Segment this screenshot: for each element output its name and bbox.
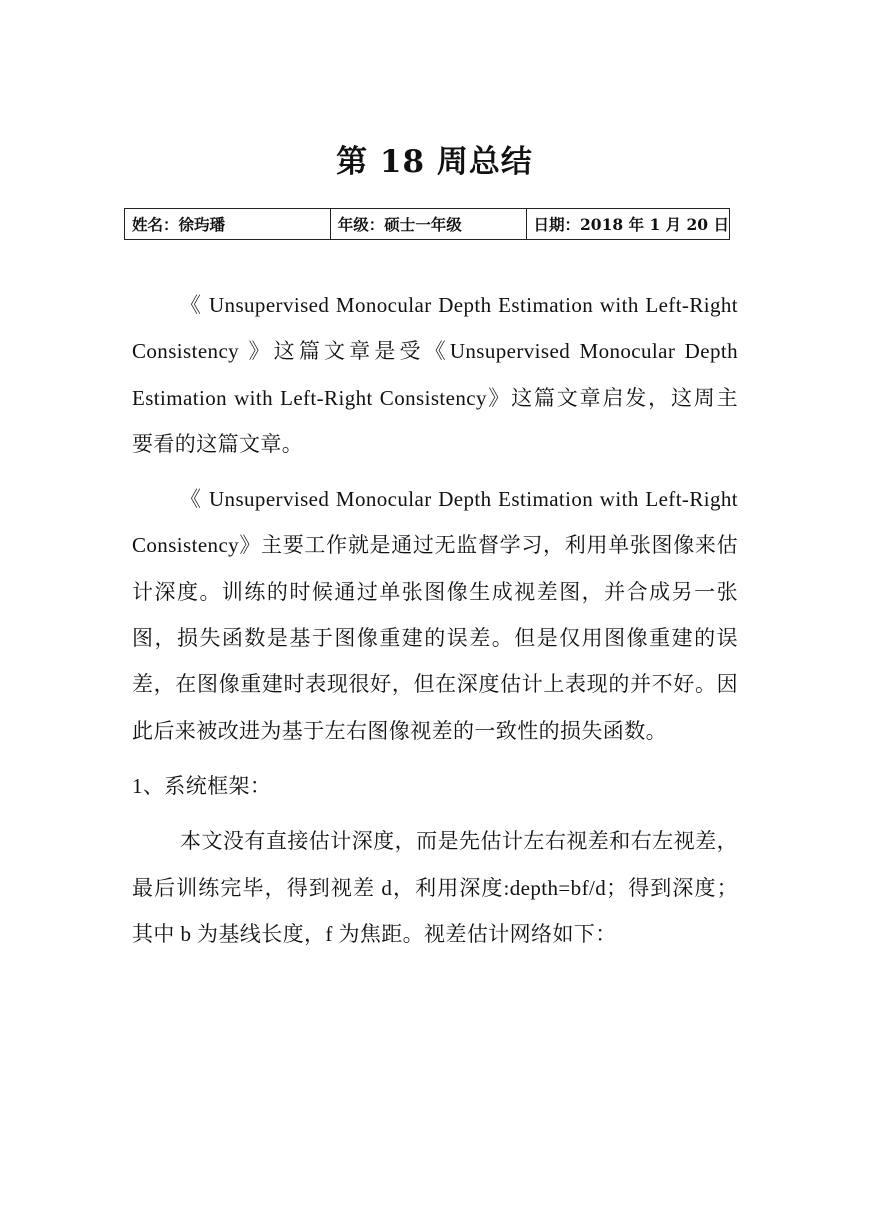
paragraph-summary: 《 Unsupervised Monocular Depth Estimation with Left-Right Consistency》主要工作就是通过无监督学习，利用单张图像来估计深度。训练的时候通过单张图像生成视差图，并合成另一张图，损失函数是基于图像重建的误差。但是仅用图像重建的误差，在图像重建时表现很好，但在深度估计上表现的并不好。因此后来被改进为基于左右图像视差的一致性的损失函数。 xyxy=(132,487,738,743)
grade-cell: 年级：硕士一年级 xyxy=(330,209,526,239)
info-table xyxy=(124,208,730,240)
section-heading: 1、系统框架： xyxy=(132,773,272,798)
name-cell: 姓名：徐玙璠 xyxy=(132,215,226,234)
paragraph-intro: 《 Unsupervised Monocular Depth Estimation with Left-Right Consistency 》这篇文章是受《Unsupervised Monocular Depth Estimation with Left-Right Consistency》这篇文章启发，这周主要看的这篇文章。 xyxy=(132,293,738,456)
date-cell: 日期：2018 年 1 月 20 日 xyxy=(526,209,729,239)
document-body xyxy=(132,282,738,957)
page-title: 第 18 周总结 xyxy=(336,144,533,180)
paragraph-framework: 本文没有直接估计深度，而是先估计左右视差和右左视差，最后训练完毕，得到视差 d，利用深度:depth=bf/d；得到深度；其中 b 为基线长度，f 为焦距。视差估计网络如下： xyxy=(132,829,738,946)
